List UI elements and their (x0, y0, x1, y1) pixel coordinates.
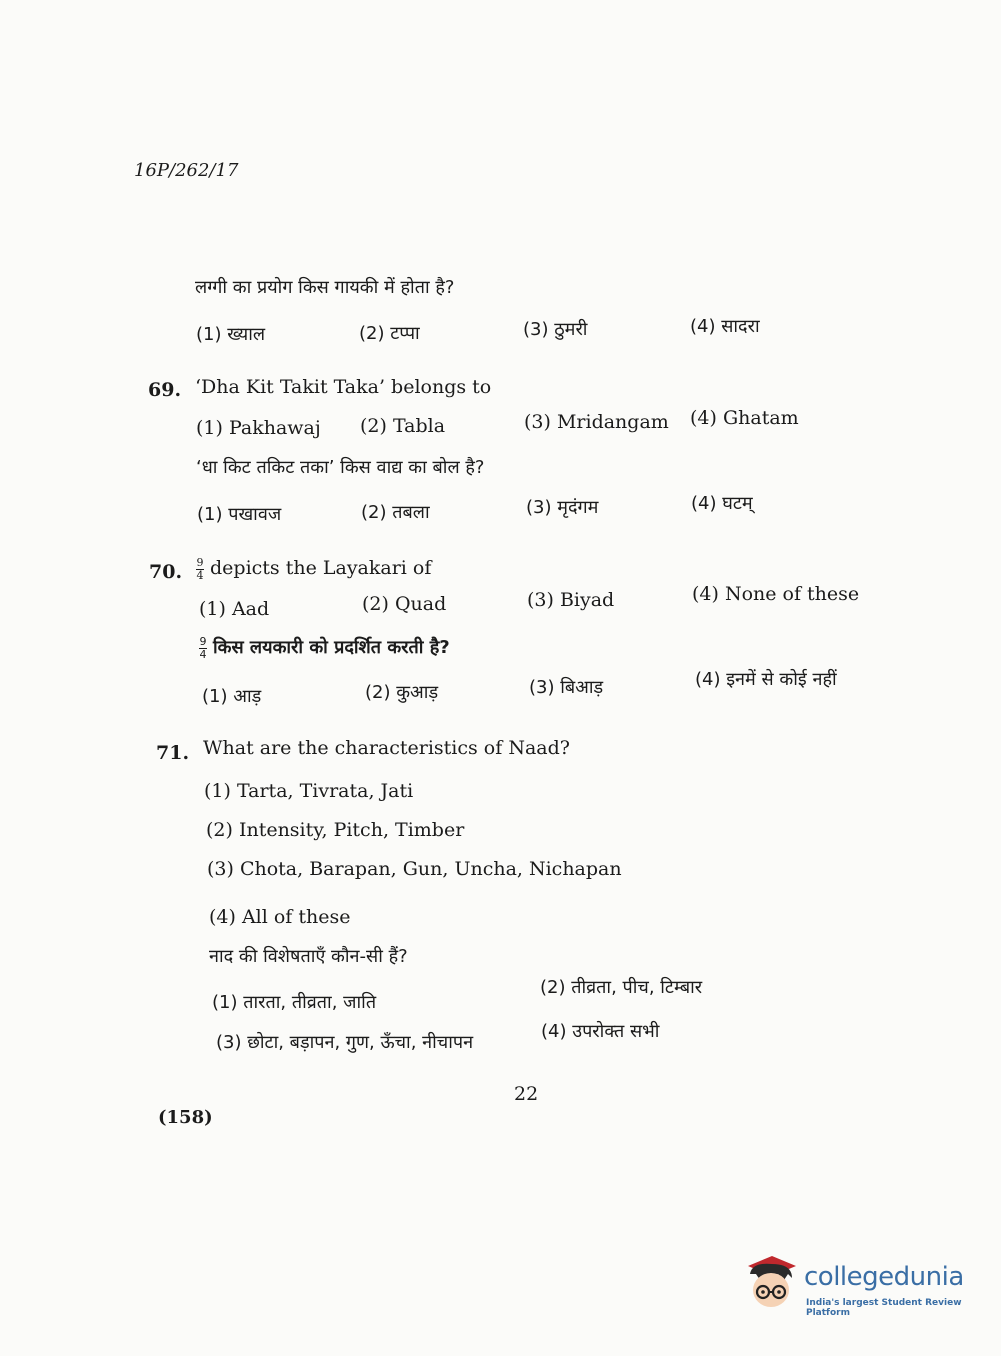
q70-fraction-denominator: 4 (196, 568, 204, 582)
q70-hindi-option-3: (3) बिआड़ (529, 677, 604, 698)
q71-option-3: (3) Chota, Barapan, Gun, Uncha, Nichapan (207, 858, 622, 880)
q70-question: depicts the Layakari of (210, 557, 432, 579)
collegedunia-logo-name: collegedunia (804, 1262, 964, 1292)
q70-hindi-fraction-numerator: 9 (199, 634, 207, 648)
q69-hindi-question: ‘धा किट तकिट तका’ किस वाद्य का बोल है? (196, 457, 485, 478)
page-number: 22 (514, 1083, 539, 1105)
q71-hindi-option-1: (1) तारता, तीव्रता, जाति (212, 992, 377, 1013)
q69-option-2: (2) Tabla (360, 415, 446, 437)
q69-option-1: (1) Pakhawaj (196, 417, 321, 439)
q70-option-2: (2) Quad (362, 593, 447, 615)
q70-fraction (196, 555, 204, 582)
q70-option-1: (1) Aad (199, 598, 270, 620)
q70-hindi-question-line (199, 635, 450, 660)
footer-code: (158) (158, 1107, 213, 1128)
q68-hindi-option-2: (2) टप्पा (359, 323, 420, 344)
q69-option-3: (3) Mridangam (524, 411, 669, 433)
q71-hindi-option-2: (2) तीव्रता, पीच, टिम्बार (540, 977, 703, 998)
q71-option-2: (2) Intensity, Pitch, Timber (206, 819, 465, 841)
q71-option-1: (1) Tarta, Tivrata, Jati (204, 780, 414, 802)
q70-fraction-numerator: 9 (196, 555, 204, 569)
collegedunia-mascot-icon (742, 1252, 800, 1310)
q70-question-line (196, 557, 431, 581)
collegedunia-logo-tagline: India's largest Student Review Platform (806, 1298, 962, 1318)
q71-hindi-option-3: (3) छोटा, बड़ापन, गुण, ऊँचा, नीचापन (216, 1032, 474, 1053)
q71-question: What are the characteristics of Naad? (203, 737, 570, 759)
q70-hindi-option-1: (1) आड़ (202, 686, 262, 707)
q71-number: 71. (156, 742, 190, 764)
q68-hindi-option-1: (1) ख्याल (196, 324, 266, 345)
q70-hindi-option-2: (2) कुआड़ (365, 682, 439, 703)
q68-hindi-option-4: (4) सादरा (690, 316, 760, 337)
q70-option-4: (4) None of these (692, 583, 860, 605)
q69-option-4: (4) Ghatam (690, 407, 799, 429)
q68-hindi-option-3: (3) ठुमरी (523, 319, 588, 340)
q69-hindi-option-1: (1) पखावज (197, 504, 282, 525)
q70-hindi-option-4: (4) इनमें से कोई नहीं (695, 669, 837, 690)
q69-number: 69. (148, 379, 182, 401)
q71-option-4: (4) All of these (209, 906, 351, 928)
q69-question: ‘Dha Kit Takit Taka’ belongs to (195, 376, 492, 398)
q69-hindi-option-3: (3) मृदंगम (526, 497, 599, 518)
q70-hindi-question: किस लयकारी को प्रदर्शित करती है? (213, 637, 450, 658)
q68-hindi-question: लग्गी का प्रयोग किस गायकी में होता है? (195, 277, 455, 298)
q69-hindi-option-4: (4) घटम् (691, 493, 753, 514)
q70-option-3: (3) Biyad (527, 589, 615, 611)
header-code: 16P/262/17 (134, 160, 239, 181)
q71-hindi-question: नाद की विशेषताएँ कौन-सी हैं? (209, 946, 408, 967)
q70-hindi-fraction-denominator: 4 (199, 647, 207, 661)
q71-hindi-option-4: (4) उपरोक्त सभी (541, 1021, 660, 1042)
q70-number: 70. (149, 561, 183, 583)
q69-hindi-option-2: (2) तबला (361, 502, 430, 523)
q70-hindi-fraction (199, 634, 207, 661)
